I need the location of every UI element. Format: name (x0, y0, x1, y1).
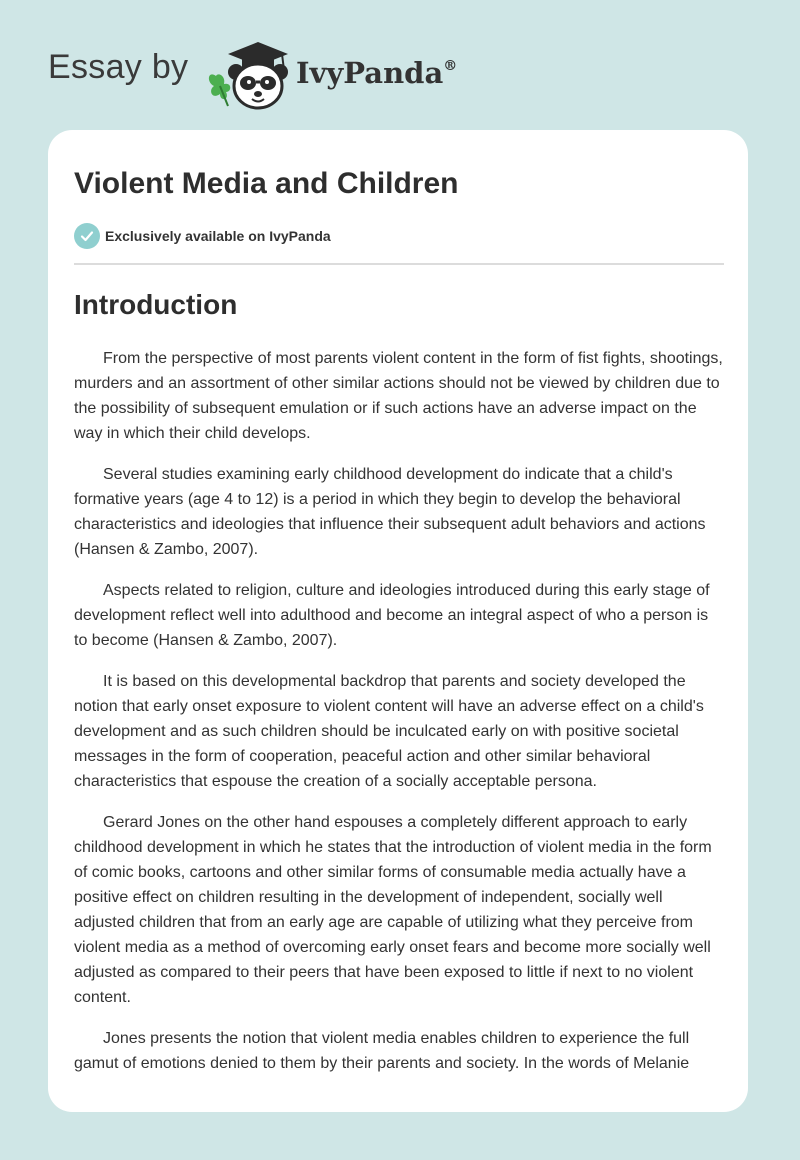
section-heading: Introduction (74, 289, 238, 320)
registered-mark: ® (443, 58, 458, 74)
site-header (48, 36, 508, 112)
essay-card (48, 130, 748, 1112)
exclusive-badge-label: Exclusively available on IvyPanda (105, 228, 331, 244)
panda-mascot-icon (202, 36, 294, 112)
check-icon (74, 223, 100, 249)
paragraph: Aspects related to religion, culture and ideologies introduced during this early stage of development reflect well into adulthood and become an integral aspect of who a person is to become (Hansen & Zambo, 2007). (74, 582, 710, 649)
divider (74, 263, 724, 265)
brand-name[interactable]: IvyPanda® (296, 56, 458, 90)
essay-body (74, 346, 724, 1076)
essay-content (74, 164, 724, 1092)
paragraph: Several studies examining early childhood development do indicate that a child's formative years (age 4 to 12) is a period in which they begin to develop the behavioral characteristics and ideologies that influence their subsequent adult behaviors and actions (Hansen & Zambo, 2007). (74, 466, 706, 558)
paragraph: It is based on this developmental backdrop that parents and society developed the notion that early onset exposure to violent content will have an adverse effect on a child's development and as such children should be inculcated early on with positive societal messages in the form of cooperation, peaceful action and other similar behavioral characteristics that espouse the creation of a socially acceptable persona. (74, 673, 704, 790)
exclusive-badge (74, 223, 724, 249)
paragraph: From the perspective of most parents violent content in the form of fist fights, shootings, murders and an assortment of other similar actions should not be viewed by children due to the possibility of subsequent emulation or if such actions have an adverse impact on the way in which their child develops. (74, 350, 723, 442)
paragraph: Jones presents the notion that violent media enables children to experience the full gamut of emotions denied to them by their parents and society. In the words of Melanie (74, 1030, 690, 1072)
page-title: Violent Media and Children (74, 167, 459, 200)
paragraph: Gerard Jones on the other hand espouses a completely different approach to early childhood development in which he states that the introduction of violent media in the form of comic books, cartoons and other similar forms of consumable media actually have a positive effect on children resulting in the development of independent, socially well adjusted children that from an early age are capable of utilizing what they perceive from violent media as a method of overcoming early onset fears and become more socially well adjusted as compared to their peers that have been exposed to little if next to no violent content. (74, 814, 712, 1006)
essay-by-label: Essay by (48, 48, 189, 86)
